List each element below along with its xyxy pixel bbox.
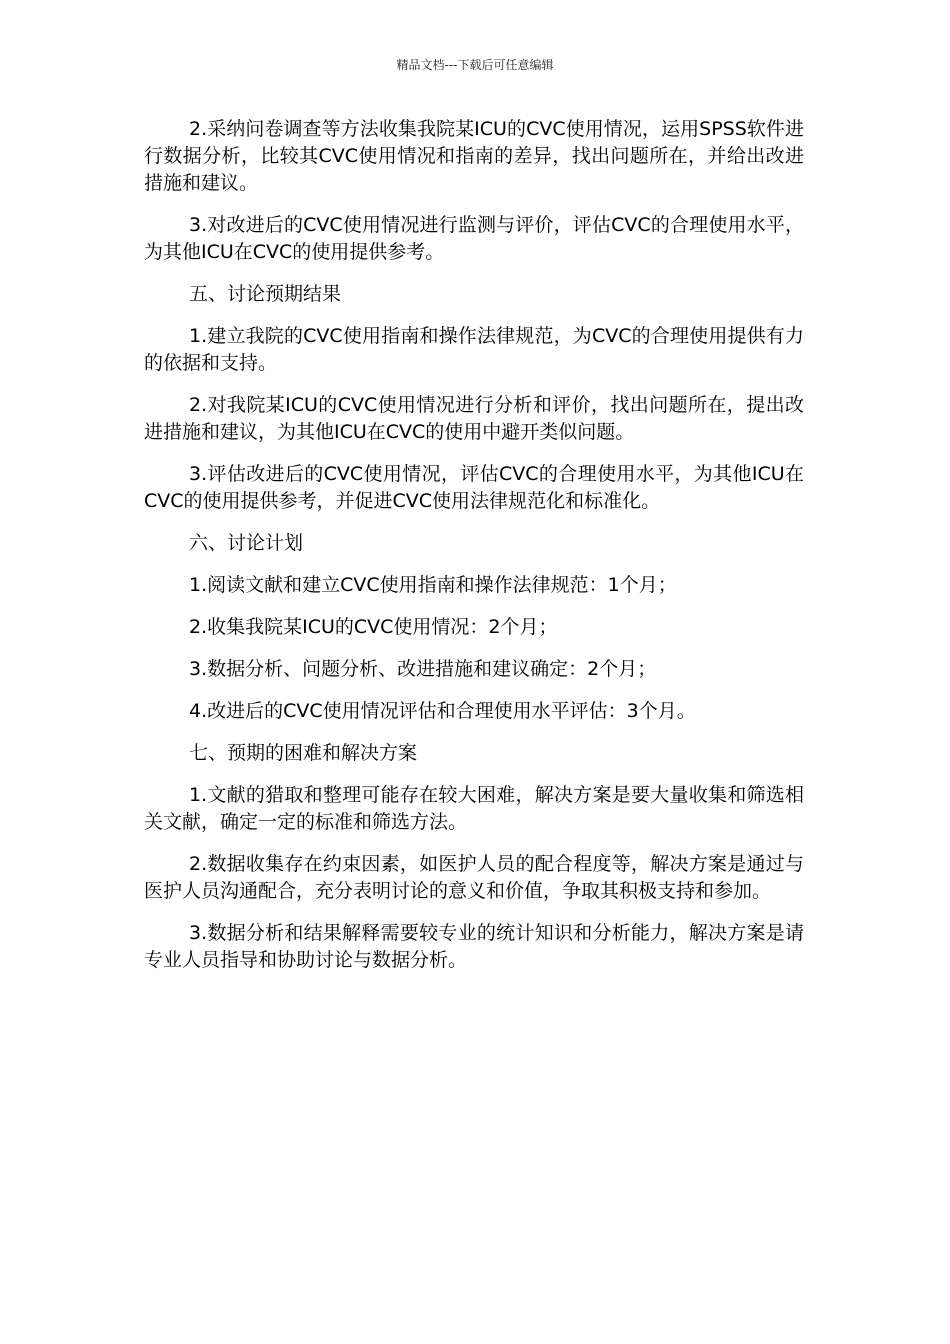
section-heading-difficulties: 七、预期的困难和解决方案 [189, 742, 418, 764]
page-header: 精品文档---下载后可任意编辑 [396, 58, 554, 72]
difficulty-item-2: 2.数据收集存在约束因素，如医护人员的配合程度等，解决方案是通过与医护人员沟通配合，充分表明讨论的意义和价值，争取其积极支持和参加。 [144, 853, 804, 902]
plan-item-3: 3.数据分析、问题分析、改进措施和建议确定：2个月； [189, 658, 657, 680]
plan-item-4: 4.改进后的CVC使用情况评估和合理使用水平评估：3个月。 [189, 700, 696, 722]
paragraph-result-3: 3.评估改进后的CVC使用情况，评估CVC的合理使用水平，为其他ICU在CVC的使用提供参考，并促进CVC使用法律规范化和标准化。 [144, 463, 804, 512]
document-body [144, 116, 804, 989]
paragraph-monitor-evaluate: 3.对改进后的CVC使用情况进行监测与评价，评估CVC的合理使用水平，为其他ICU在CVC的使用提供参考。 [144, 214, 804, 263]
section-heading-plan: 六、讨论计划 [189, 532, 304, 554]
section-heading-expected-results: 五、讨论预期结果 [189, 283, 342, 305]
plan-item-1: 1.阅读文献和建立CVC使用指南和操作法律规范：1个月； [189, 574, 677, 596]
difficulty-item-1: 1.文献的猎取和整理可能存在较大困难，解决方案是要大量收集和筛选相关文献，确定一定的标准和筛选方法。 [144, 784, 804, 833]
paragraph-collect-data: 2.采纳问卷调查等方法收集我院某ICU的CVC使用情况，运用SPSS软件进行数据分析，比较其CVC使用情况和指南的差异，找出问题所在，并给出改进措施和建议。 [144, 118, 804, 194]
paragraph-result-1: 1.建立我院的CVC使用指南和操作法律规范，为CVC的合理使用提供有力的依据和支持。 [144, 325, 804, 374]
difficulty-item-3: 3.数据分析和结果解释需要较专业的统计知识和分析能力，解决方案是请专业人员指导和协助讨论与数据分析。 [144, 922, 804, 971]
paragraph-result-2: 2.对我院某ICU的CVC使用情况进行分析和评价，找出问题所在，提出改进措施和建议，为其他ICU在CVC的使用中避开类似问题。 [144, 394, 804, 443]
plan-item-2: 2.收集我院某ICU的CVC使用情况：2个月； [189, 616, 558, 638]
